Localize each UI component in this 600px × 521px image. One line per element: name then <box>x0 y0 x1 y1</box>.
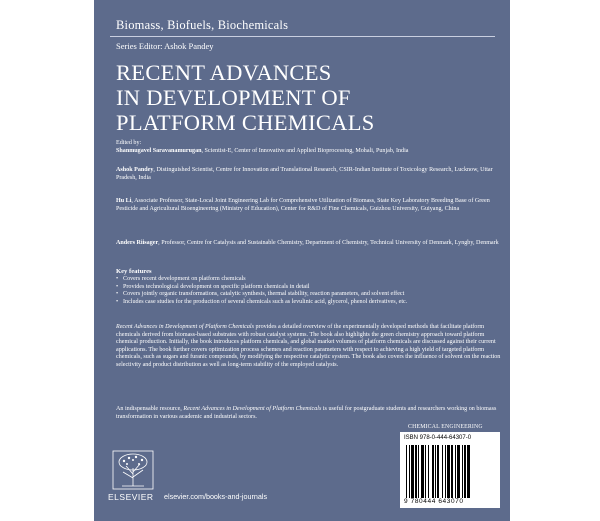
title-line-2: IN DEVELOPMENT OF <box>116 85 351 110</box>
editor-affiliation: , Distinguished Scientist, Centre for Innovation and Translational Research, CSIR-Indian Institute of Toxicology Research, Lucknow, Uttar Pradesh, India <box>116 167 493 181</box>
title-line-1: RECENT ADVANCES <box>116 60 332 85</box>
barcode-bar <box>421 445 424 498</box>
barcode-bar <box>432 445 434 498</box>
editor-entry <box>116 240 504 248</box>
barcode-bar <box>442 445 443 498</box>
barcode-number: 9 780444 643070 <box>404 498 464 505</box>
elsevier-tree-icon <box>112 450 154 490</box>
barcode-bar <box>425 445 426 498</box>
barcode-bar <box>447 445 450 498</box>
resource-paragraph <box>116 406 504 421</box>
barcode-bar <box>462 445 463 498</box>
list-item: • Covers recent development on platform chemicals <box>116 276 504 284</box>
key-features-heading: Key features <box>116 268 152 275</box>
key-features-list <box>116 276 504 306</box>
book-title <box>116 60 496 135</box>
back-cover <box>94 0 510 521</box>
series-editor: Series Editor: Ashok Pandey <box>116 41 214 51</box>
barcode-bar <box>418 445 419 498</box>
editor-entry <box>116 148 504 156</box>
editor-affiliation: , Scientist-E, Center of Innovative and Applied Bioprocessing, Mohali, Punjab, India <box>201 147 409 154</box>
barcode-bar <box>437 445 439 498</box>
series-name: Biomass, Biofuels, Biochemicals <box>116 18 289 32</box>
list-item: • Includes case studies for the production of several chemicals such as levulinic acid, glycerol, phenol derivatives, etc. <box>116 299 504 307</box>
barcode-bar <box>411 445 414 498</box>
editor-name: Anders Riisager <box>116 240 159 246</box>
isbn-label: ISBN 978-0-444-64307-0 <box>404 435 472 441</box>
divider <box>110 36 495 37</box>
barcode-bar <box>415 445 417 498</box>
barcode-bar <box>435 445 436 498</box>
title-line-3: PLATFORM CHEMICALS <box>116 110 375 135</box>
barcode-bar <box>409 445 410 498</box>
description-text: provides a detailed overview of the experimentally developed methods that facilitate platform chemicals derived from biomass-based substrates with robust catalyst systems. The book also highlights the green chemistry approach toward platform chemical production. Initially, the book introduces platform chemicals, and global market volumes of platform chemicals are discussed against their current applications. The book further covers optimization process schemes and reaction parameters with respect to achieving a high yield of targeted platform chemicals, such as sugars and furanic compounds, by modifying the respective catalytic system. The book also covers the influence of solvent on the reaction selectivity and product distribution as well as long-term stability of the employed catalysts. <box>116 324 501 368</box>
editor-affiliation: , Associate Professor, State-Local Joint Engineering Lab for Comprehensive Utilization of Biomass, State Key Laboratory Breeding Base of Green Pesticide and Agricultural Bioengineering (Ministry of Education), Center for R&D of Fine Chemicals, Guizhou University, Guiyang, China <box>116 198 490 212</box>
description-book-title: Recent Advances in Development of Platform Chemicals <box>116 324 254 330</box>
barcode-bar <box>467 445 470 498</box>
editor-name: Shanmugavel Saravanamurugan <box>116 147 202 154</box>
subject-category: CHEMICAL ENGINEERING <box>408 424 483 430</box>
barcode-bar <box>428 445 429 498</box>
barcode-bar <box>451 445 453 498</box>
editor-affiliation: , Professor, Centre for Catalysis and Sustainable Chemistry, Department of Chemistry, Technical University of Denmark, Lyngby, Denmark <box>158 240 499 246</box>
list-item: • Provides technological development on specific platform chemicals in detail <box>116 284 504 292</box>
barcode-bar <box>457 445 460 498</box>
barcode-bar <box>455 445 456 498</box>
resource-book-title: Recent Advances in Development of Platform Chemicals <box>183 406 322 412</box>
editor-name: Ashok Pandey <box>116 167 154 173</box>
edited-by-block <box>116 140 504 155</box>
publisher-url[interactable]: elsevier.com/books-and-journals <box>164 492 268 501</box>
barcode-panel <box>400 432 500 508</box>
barcode-bar <box>406 445 407 498</box>
editor-name: Hu Li <box>116 198 132 204</box>
list-item: • Covers jointly organic transformations, catalytic synthesis, thermal stability, reaction parameters, and solvent effect <box>116 291 504 299</box>
resource-suffix: is useful for postgraduate students and researchers working on biomass transformation in various academic and industrial sectors. <box>116 406 497 420</box>
resource-prefix: An indispensable resource, <box>116 406 184 412</box>
editor-entry <box>116 167 504 182</box>
publisher-name: ELSEVIER <box>108 492 154 502</box>
barcode-bar <box>445 445 446 498</box>
description-paragraph <box>116 324 504 370</box>
editor-entry <box>116 198 504 213</box>
edited-by-label: Edited by: <box>116 140 142 146</box>
barcode-icon <box>406 445 494 498</box>
barcode-bar <box>464 445 466 498</box>
